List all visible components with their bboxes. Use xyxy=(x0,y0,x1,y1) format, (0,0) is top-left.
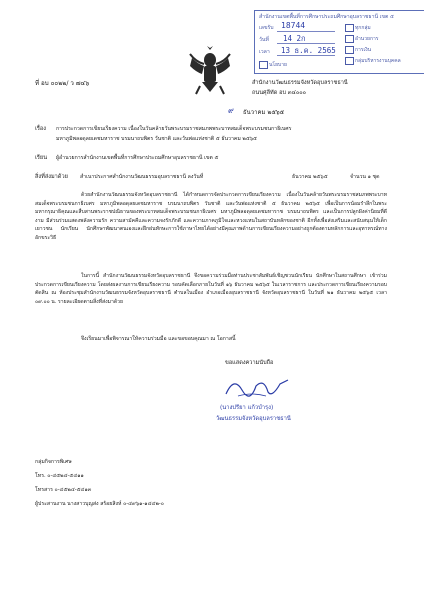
subject-line-1: การประกวดการเขียนเรียงความ เนื่องในวันคล้ายวันพระบรมราชสมภพพระบาทสมเด็จพระบรมชนกาธิเบศร xyxy=(56,126,292,132)
receive-stamp xyxy=(254,10,424,74)
stamp-time-value: 13 ธ.ค. 2565 xyxy=(281,46,336,55)
signer-name: (นางปรียา แก้วบำรุง) xyxy=(220,405,274,411)
footer-coordinator: ผู้ประสานงาน นางสาวบุญส่ง สร้อยสิงห์ ๐-๔๙๖๑-๑๔๔๒-๐ xyxy=(35,501,164,507)
stamp-option-2: การเงิน xyxy=(355,47,372,53)
enclosure-count: จำนวน ๑ ชุด xyxy=(350,174,380,180)
signature xyxy=(222,372,292,402)
stamp-title: สำนักงานเขตพื้นที่การศึกษาประถมศึกษาอุบลราชธานี เขต ๕ xyxy=(259,14,394,20)
footer-phone: โทร. ๐-๔๕๒๔-๕๔๑๑ xyxy=(35,473,84,479)
agency-name: สำนักงานวัฒนธรรมจังหวัดอุบลราชธานี xyxy=(252,80,348,86)
handwritten-day: ๙ xyxy=(228,106,234,115)
stamp-checkbox-2 xyxy=(345,46,354,54)
agency-address: ถนนศุลีทัด อบ ๓๔๐๐๐ xyxy=(252,90,307,96)
subject-line-2: มหาภูมิพลอดุลยเดชมหาราช บรมนาถบพิตร วันชาติ และวันพ่อแห่งชาติ ๕ ธันวาคม ๒๕๖๕ xyxy=(56,136,257,142)
recipient-label: เรียน xyxy=(35,155,48,161)
stamp-option-1: อำนวยการ xyxy=(355,36,379,42)
recipient-text: ผู้อำนวยการสำนักงานเขตพื้นที่การศึกษาประถมศึกษาอุบลราชธานี เขต ๕ xyxy=(56,155,219,161)
enclosure-date: ธันวาคม ๒๕๖๕ xyxy=(292,174,328,180)
subject-label: เรื่อง xyxy=(35,126,47,132)
stamp-checkbox-3 xyxy=(345,57,354,65)
stamp-date-value: 14 2ก xyxy=(283,34,306,43)
stamp-recv-label: เลขรับ xyxy=(259,25,274,31)
garuda-emblem xyxy=(188,46,232,96)
stamp-option-4: นโยบาย xyxy=(269,62,287,68)
body-paragraph-1: ด้วยสำนักงานวัฒนธรรมจังหวัดอุบลราชธานี ได้กำหนดการจัดประกวดการเขียนเรียงความ เนื่องในวันคล้ายวันพระบรมราชสมภพพระบาทสมเด็จพระบรมชนกาธิเบศร มหาภูมิพลอดุลยเดชมหาราช บรมนาถบพิตร วันชาติ และวันพ่อแห่งชาติ ๕ ธันวาคม ๒๕๖๕ เพื่อเป็นการน้อมรำลึกในพระมหากรุณาธิคุณและสืบสานพระราชปณิธานของพระบาทสมเด็จพระบรมชนกาธิเบศร มหาภูมิพลอดุลยเดชมหาราช บรมนาถบพิตร และเป็นการปลูกฝังค่านิยมที่ดีงาม มีส่วนร่วมแสดงพลังความรัก ความสามัคคีและความจงรักภักดี และความภาคภูมิใจและหวงแหนในสถาบันหลักของชาติ อีกทั้งเพื่อส่งเสริมและสนับสนุนให้เด็ก เยาวชน นักเรียน นักศึกษาพัฒนาตนเองและฝึกฝนทักษะการใช้ภาษาไทยได้อย่างมีคุณภาพด้านการเขียนเรียงความอย่างถูกต้องตามหลักการและอุทาหรณ์ทางอักขระวิธี xyxy=(35,192,387,241)
stamp-checkbox-0 xyxy=(345,24,354,32)
footer-fax: โทรสาร ๐-๔๕๒๔-๕๔๑๓ xyxy=(35,487,92,493)
enclosure-text: สำเนาประกาศสำนักงานวัฒนธรรมอุบลราชธานี ลงวันที่ xyxy=(80,174,204,180)
stamp-time-label: เวลา xyxy=(259,49,270,55)
stamp-option-0: ทุกกลุ่ม xyxy=(355,25,371,31)
stamp-checkbox-4 xyxy=(259,61,268,69)
document-number: ที่ อบ ๐๐๒๒/ ว ๗๔๖ xyxy=(35,80,90,87)
stamp-checkbox-1 xyxy=(345,35,354,43)
signer-title: วัฒนธรรมจังหวัดอุบลราชธานี xyxy=(216,416,291,422)
stamp-date-label: วันที่ xyxy=(259,37,269,43)
stamp-recv-number: 18744 xyxy=(281,21,306,30)
closing-request: จึงเรียนมาเพื่อพิจารณาให้ความร่วมมือ และขอขอบคุณมา ณ โอกาสนี้ xyxy=(81,336,236,342)
footer-department: กลุ่มกิจการพิเศษ xyxy=(35,459,72,465)
closing-phrase: ขอแสดงความนับถือ xyxy=(225,360,274,366)
stamp-option-3: กลุ่มบริหารงานบุคคล xyxy=(355,58,401,64)
enclosure-label: สิ่งที่ส่งมาด้วย xyxy=(35,174,68,180)
body-paragraph-2: ในการนี้ สำนักงานวัฒนธรรมจังหวัดอุบลราชธานี จึงขอความร่วมมือท่านประชาสัมพันธ์เชิญชวนนักเรียน นักศึกษาในสถานศึกษา เข้าร่วมประกวดการเขียนเรียงความ โดยส่งผลงานการเขียนเรียงความ รอบคัดเลือกภายในวันที่ ๑๖ ธันวาคม ๒๕๖๕ ในเวลาราชการ และประกวดการเขียนเรียงความรอบตัดสิน ณ ห้องประชุมสำนักงานวัฒนธรรมจังหวัดอุบลราชธานี ตำบลในเมือง อำเภอเมืองอุบลราชธานี จังหวัดอุบลราชธานี ในวันที่ ๒๑ ธันวาคม ๒๕๖๕ เวลา ๐๙.๐๐ น. รายละเอียดตามสิ่งที่ส่งมาด้วย xyxy=(35,273,387,305)
document-date: ธันวาคม ๒๕๖๕ xyxy=(243,109,285,116)
